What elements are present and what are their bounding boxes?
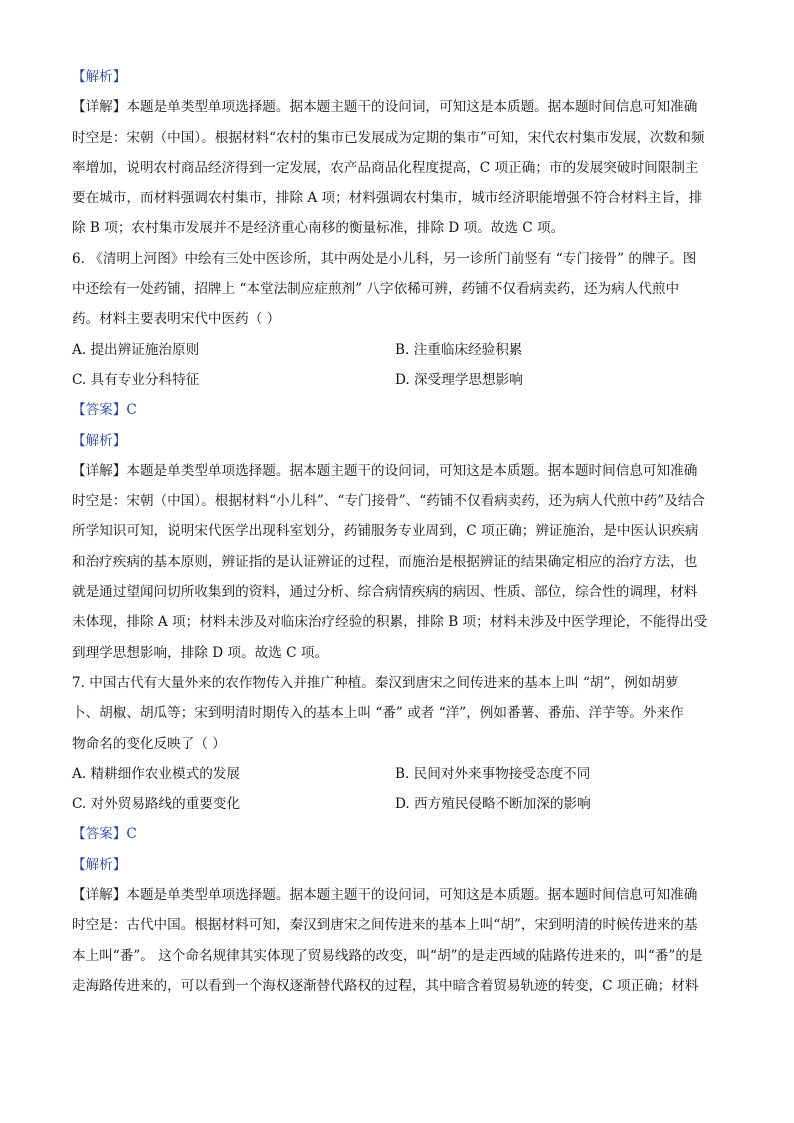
question-6-options-row [72,365,722,395]
question-7-options-row [72,789,722,819]
option-d: D. 深受理学思想影响 [395,371,523,388]
option-b: B. 民间对外来事物接受态度不同 [395,765,591,782]
detail-line: 【详解】本题是单类型单项选择题。据本题主题干的设问词，可知这是本质题。据本题时间信息可知准确 [72,887,698,904]
detail-line: 时空是：古代中国。根据材料可知，秦汉到唐宋之间传进来的基本上叫“胡”，宋到明清的时候传进来的基 [72,917,698,934]
detail-line: 走海路传进来的，可以看到一个海权逐渐替代路权的过程，其中暗含着贸易轨迹的转变，C 项正确；材料 [72,977,699,994]
question-7-stem: 卜、胡椒、胡瓜等；宋到明清时期传入的基本上叫 “番” 或者 “洋”，例如番薯、番茄、洋芋等。外来作 [72,705,684,722]
answer-label: 【答案】C [72,402,137,419]
detail-line: 要在城市，而材料强调农村集市，排除 A 项；材料强调农村集市，城市经济职能增强不符合材料主旨，排 [72,190,703,207]
analysis-label: 【解析】 [72,432,127,449]
question-7-stem: 7. 中国古代有大量外来的农作物传入并推广种植。秦汉到唐宋之间传进来的基本上叫 “胡”，例如胡萝 [72,674,679,691]
analysis-label: 【解析】 [72,856,127,873]
question-7-options-row [72,759,722,789]
detail-line: 【详解】本题是单类型单项选择题。据本题主题干的设问词，可知这是本质题。据本题时间信息可知准确 [72,462,698,479]
detail-line: 所学知识可知，说明宋代医学出现科室划分，药铺服务专业周到，C 项正确；辨证施治，是中医认识疾病 [72,523,699,540]
option-a: A. 提出辨证施治原则 [72,341,200,358]
question-6-stem: 6. 《清明上河图》中绘有三处中医诊所，其中两处是小儿科，另一诊所门前竖有 “专门接骨” 的牌子。图 [72,250,697,267]
answer-label: 【答案】C [72,826,137,843]
detail-line: 除 B 项；农村集市发展并不是经济重心南移的衡量标准，排除 D 项。故选 C 项。 [72,220,565,237]
analysis-label: 【解析】 [72,69,127,85]
option-d: D. 西方殖民侵略不断加深的影响 [395,796,591,813]
question-7-stem: 物命名的变化反映了（ ） [72,735,226,752]
option-c: C. 对外贸易路线的重要变化 [72,796,241,813]
option-b: B. 注重临床经验积累 [395,341,523,358]
option-a: A. 精耕细作农业模式的发展 [72,765,240,782]
detail-line: 时空是：宋朝（中国）。根据材料“小儿科”、“专门接骨”、“药铺不仅看病卖药，还为病人代煎中药”及结合 [72,493,706,510]
detail-line: 到理学思想影响，排除 D 项。故选 C 项。 [72,644,329,661]
question-6-stem: 药。材料主要表明宋代中医药（ ） [72,311,281,328]
detail-line: 【详解】本题是单类型单项选择题。据本题主题干的设问词，可知这是本质题。据本题时间信息可知准确 [72,99,698,116]
detail-line: 率增加，说明农村商品经济得到一定发展，农产品商品化程度提高，C 项正确；市的发展突破时间限制主 [72,159,699,176]
detail-line: 本上叫“番”。 这个命名规律其实体现了贸易线路的改变，叫“胡”的是走西域的陆路传进来的，叫“番”的是 [72,947,703,964]
question-6-stem: 中还绘有一处药铺，招牌上 “本堂法制应症煎剂” 八字依稀可辨，药铺不仅看病卖药，还为病人代煎中 [72,281,680,298]
option-c: C. 具有专业分科特征 [72,371,200,388]
detail-line: 时空是：宋朝（中国）。根据材料“农村的集市已发展成为定期的集市”可知，宋代农村集市发展，次数和频 [72,129,705,146]
detail-line: 和治疗疾病的基本原则，辨证指的是认证辨证的过程，而施治是根据辨证的结果确定相应的治疗方法，也 [72,553,698,570]
detail-line: 就是通过望闻问切所收集到的资料，通过分析、综合病情疾病的病因、性质、部位，综合性的调理，材料 [72,584,698,601]
detail-line: 未体现，排除 A 项；材料未涉及对临床治疗经验的积累，排除 B 项；材料未涉及中医学理论，不能得出受 [72,614,708,631]
question-6-options-row [72,335,722,365]
document-page [72,62,722,1001]
